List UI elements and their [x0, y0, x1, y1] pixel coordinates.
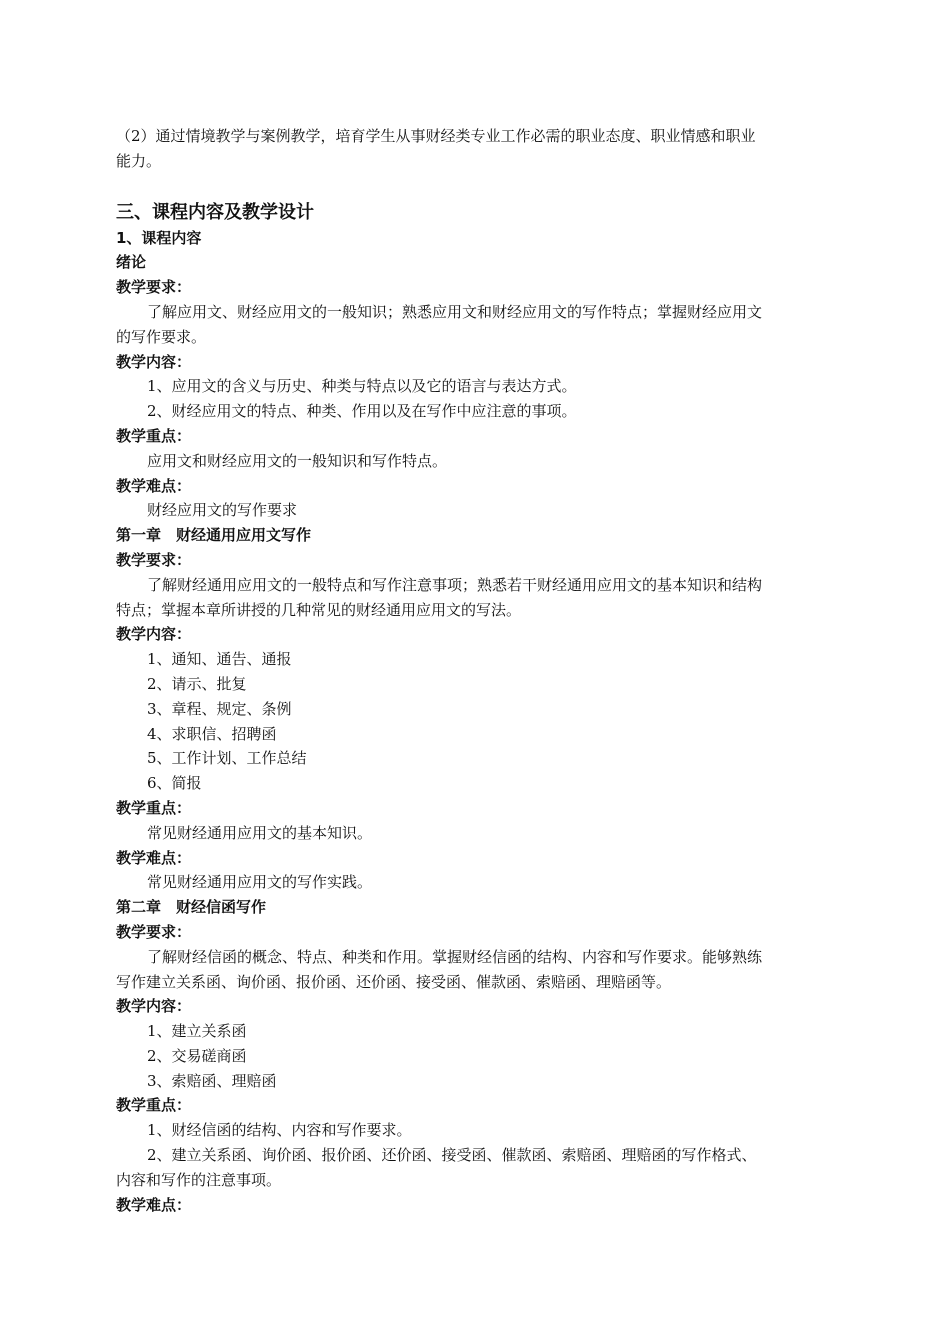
- content-item: 5、工作计划、工作总结: [147, 749, 307, 768]
- content-label: 教学内容：: [116, 352, 192, 371]
- requirements-text: 写作建立关系函、询价函、报价函、还价函、接受函、催款函、索赔函、理赔函等。: [116, 972, 672, 991]
- content-label: 教学内容：: [116, 997, 192, 1016]
- key-points-label: 教学重点：: [116, 426, 192, 445]
- chapter-heading: 第二章 财经信函写作: [116, 898, 267, 917]
- requirements-text: 了解财经信函的概念、特点、种类和作用。掌握财经信函的结构、内容和写作要求。能够熟练: [147, 947, 763, 966]
- chapter-heading: 第一章 财经通用应用文写作: [116, 526, 312, 545]
- requirements-label: 教学要求：: [116, 922, 192, 941]
- difficulties-label: 教学难点：: [116, 476, 192, 495]
- requirements-label: 教学要求：: [116, 278, 192, 297]
- chapter-heading: 绪论: [116, 253, 147, 272]
- section-title: 三、课程内容及教学设计: [116, 201, 314, 223]
- document-page: [116, 124, 840, 1217]
- intro-paragraph-line: （2）通过情境教学与案例教学，培育学生从事财经类专业工作必需的职业态度、职业情感和职业: [116, 127, 756, 145]
- content-item: 1、通知、通告、通报: [147, 650, 292, 669]
- section-subtitle: 1、课程内容: [116, 228, 202, 247]
- requirements-text: 的写作要求。: [116, 327, 207, 346]
- key-points-text: 常见财经通用应用文的基本知识。: [147, 823, 373, 842]
- difficulties-text: 财经应用文的写作要求: [147, 501, 298, 520]
- requirements-text: 了解财经通用应用文的一般特点和写作注意事项；熟悉若干财经通用应用文的基本知识和结构: [147, 575, 763, 594]
- content-item: 1、建立关系函: [147, 1022, 247, 1041]
- content-item: 3、章程、规定、条例: [147, 699, 292, 718]
- difficulties-text: 常见财经通用应用文的写作实践。: [147, 873, 373, 892]
- key-points-label: 教学重点：: [116, 1096, 192, 1115]
- difficulties-label: 教学难点：: [116, 1195, 192, 1214]
- content-item: 6、简报: [147, 774, 202, 793]
- key-points-text: 2、建立关系函、询价函、报价函、还价函、接受函、催款函、索赔函、理赔函的写作格式、: [147, 1146, 757, 1165]
- content-item: 2、请示、批复: [147, 674, 247, 693]
- content-label: 教学内容：: [116, 625, 192, 644]
- intro-paragraph-line: 能力。: [116, 151, 162, 170]
- key-points-label: 教学重点：: [116, 798, 192, 817]
- content-item: 2、财经应用文的特点、种类、作用以及在写作中应注意的事项。: [147, 402, 577, 421]
- key-points-text: 应用文和财经应用文的一般知识和写作特点。: [147, 451, 448, 470]
- key-points-text: 内容和写作的注意事项。: [116, 1170, 282, 1189]
- key-points-text: 1、财经信函的结构、内容和写作要求。: [147, 1121, 412, 1140]
- spacer: [116, 174, 840, 200]
- requirements-text: 了解应用文、财经应用文的一般知识；熟悉应用文和财经应用文的写作特点；掌握财经应用文: [147, 302, 763, 321]
- content-item: 4、求职信、招聘函: [147, 724, 277, 743]
- content-item: 3、索赔函、理赔函: [147, 1071, 277, 1090]
- requirements-text: 特点；掌握本章所讲授的几种常见的财经通用应用文的写法。: [116, 600, 522, 619]
- difficulties-label: 教学难点：: [116, 848, 192, 867]
- requirements-label: 教学要求：: [116, 550, 192, 569]
- content-item: 2、交易磋商函: [147, 1046, 247, 1065]
- content-item: 1、应用文的含义与历史、种类与特点以及它的语言与表达方式。: [147, 377, 577, 396]
